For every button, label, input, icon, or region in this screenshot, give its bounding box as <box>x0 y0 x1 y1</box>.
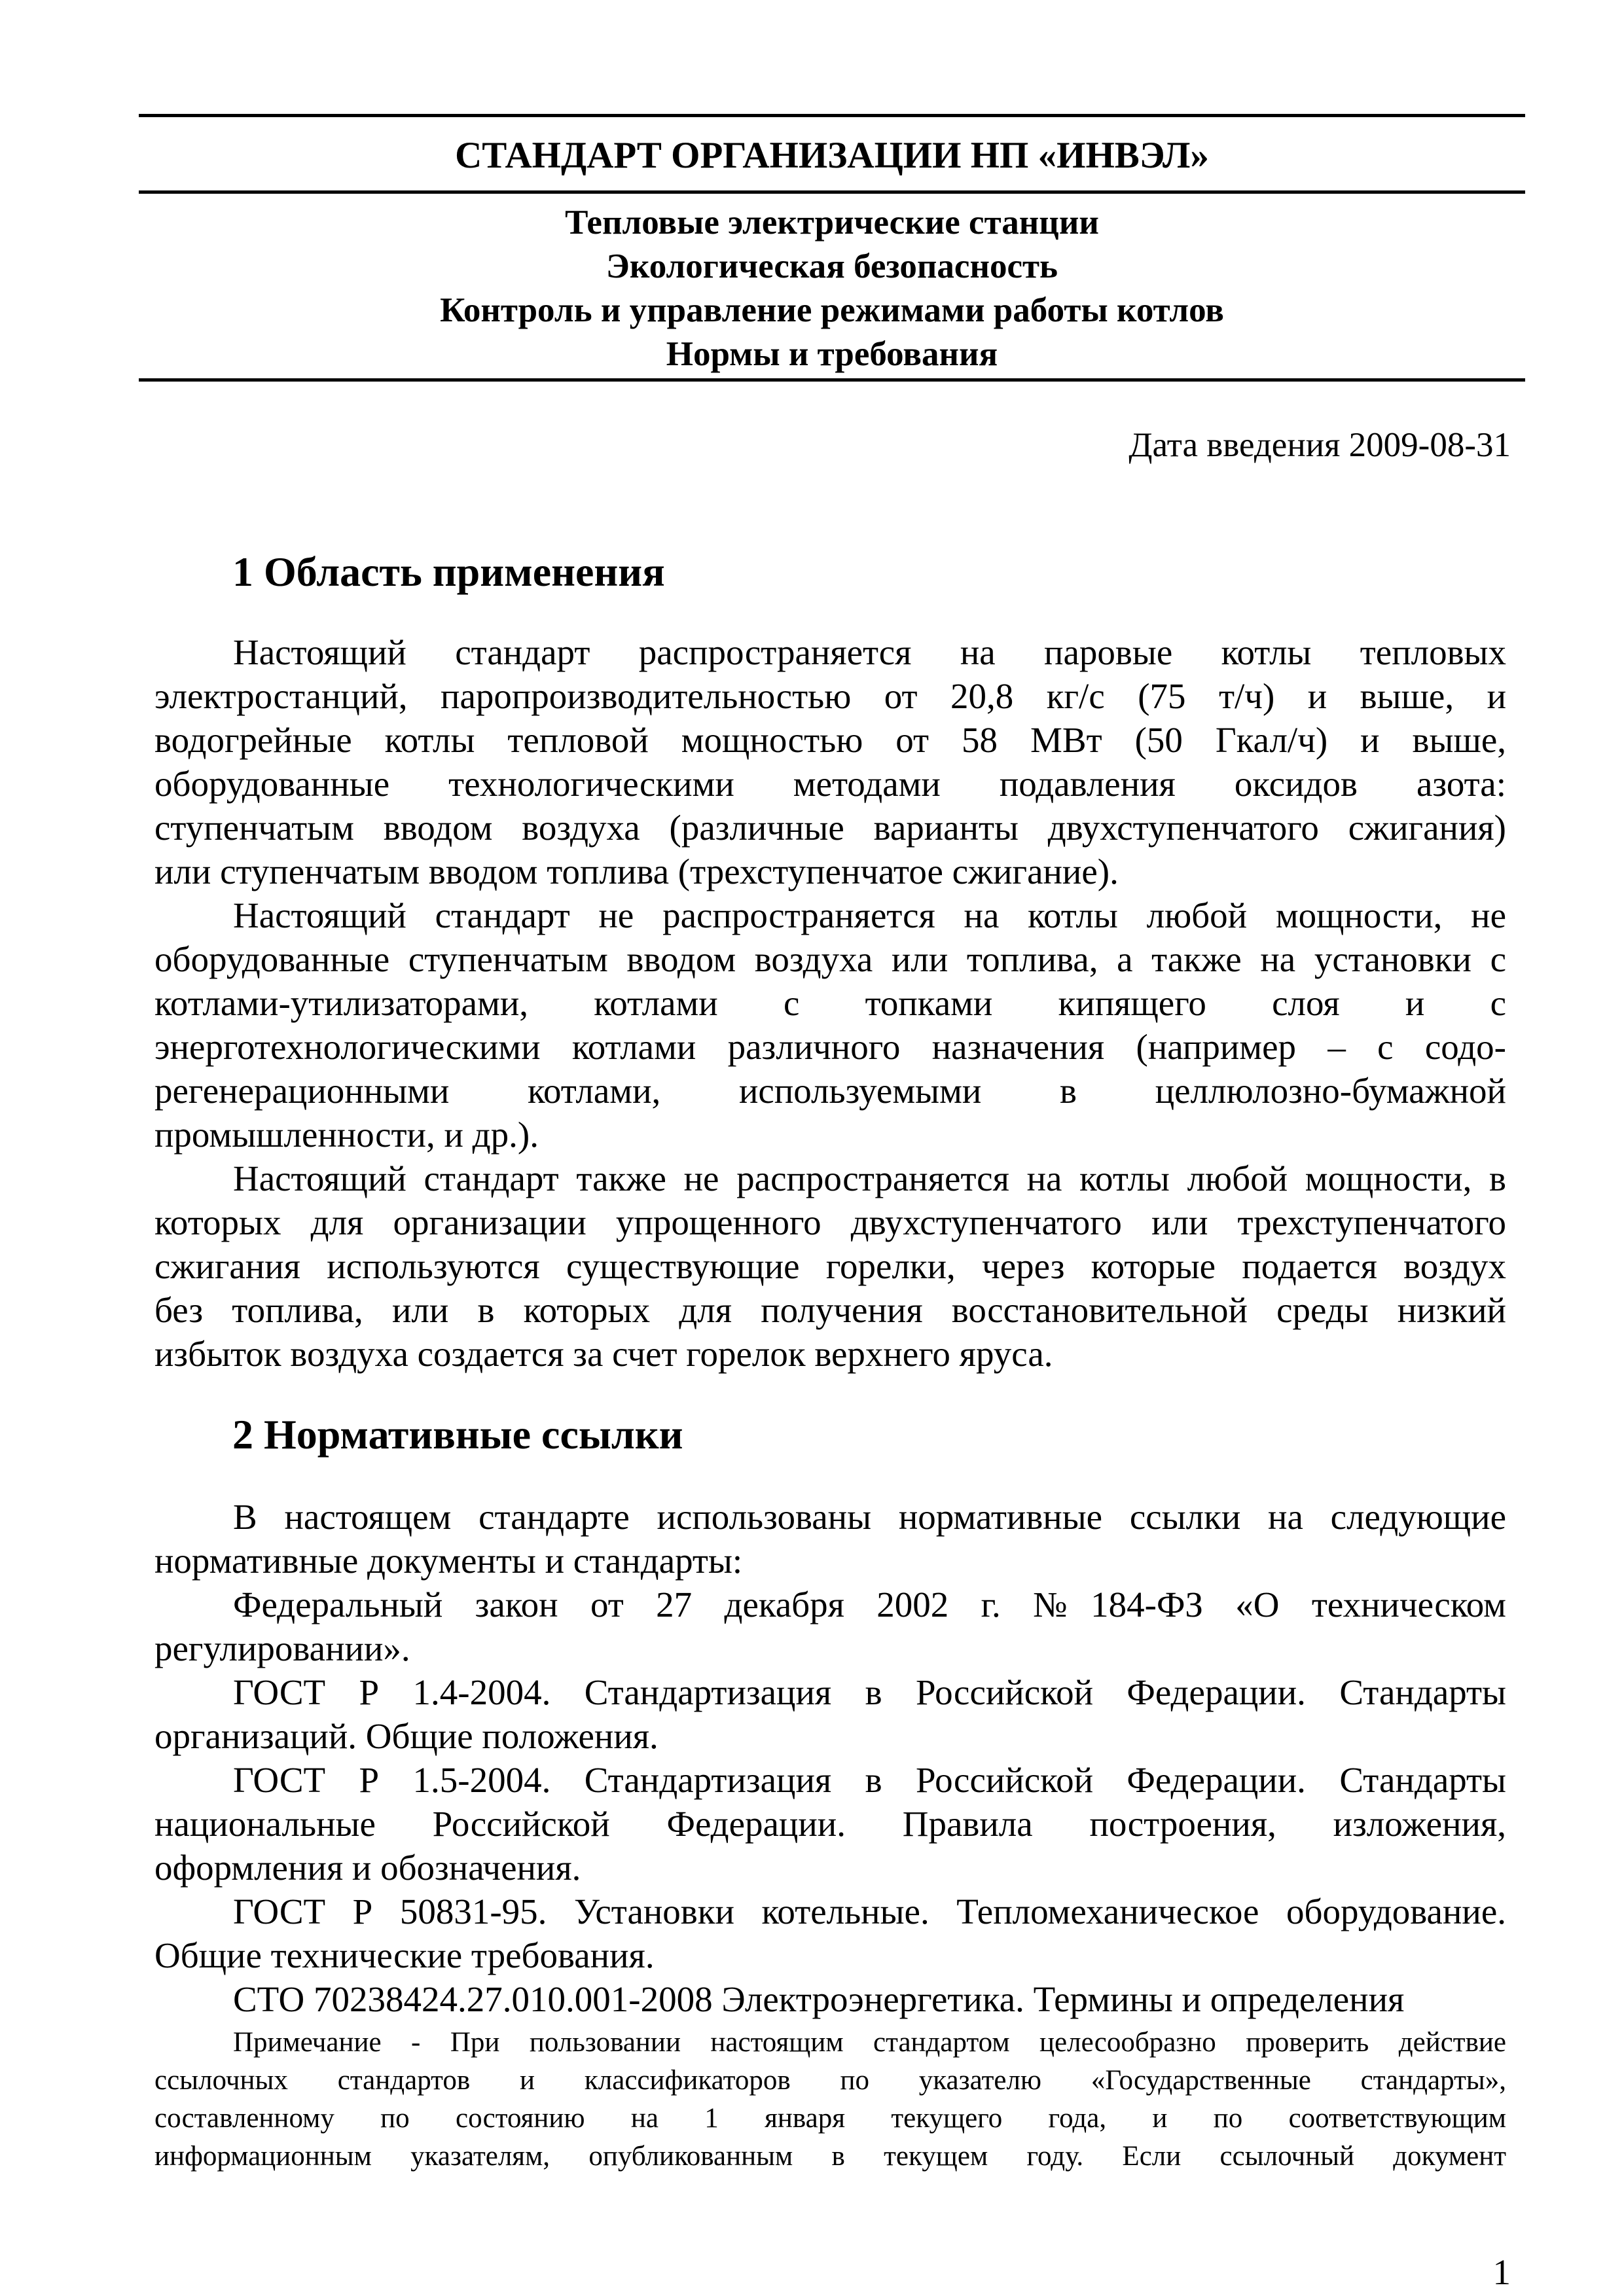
text-line: В настоящем стандарте использованы нормативные ссылки на следующие <box>233 1497 1506 1537</box>
paragraph <box>154 630 1506 893</box>
text-line: оборудованные технологическими методами подавления оксидов азота: <box>154 764 1506 804</box>
subtitle-line: Нормы и требования <box>666 335 998 373</box>
reference-item <box>154 1670 1506 1758</box>
text-line: которых для организации упрощенного двухступенчатого или трехступенчатого <box>154 1202 1506 1242</box>
note-line: ссылочных стандартов и классификаторов по указателю «Государственные стандарты», <box>154 2065 1506 2096</box>
text-line: национальные Российской Федерации. Правила построения, изложения, <box>154 1804 1506 1844</box>
title-rule <box>139 190 1525 194</box>
reference-item <box>154 1977 1506 2021</box>
text-line: Настоящий стандарт также не распространяется на котлы любой мощности, в <box>233 1158 1506 1198</box>
reference-item <box>154 1583 1506 1670</box>
text-line: Федеральный закон от 27 декабря 2002 г. №184-ФЗ «О техническом <box>233 1585 1506 1624</box>
text-line: водогрейные котлы тепловой мощностью от 58 МВт (50 Гкал/ч) и выше, <box>154 720 1506 760</box>
paragraph <box>154 1495 1506 1583</box>
text-line: нормативные документы и стандарты: <box>154 1541 743 1581</box>
text-line: сжигания используются существующие горелки, через которые подается воздух <box>154 1246 1506 1286</box>
reference-item <box>154 1890 1506 1977</box>
paragraph <box>154 1157 1506 1376</box>
effective-date: Дата введения 2009-08-31 <box>1128 426 1511 464</box>
text-line: Общие технические требования. <box>154 1935 655 1975</box>
top-rule <box>139 114 1525 117</box>
text-line: ступенчатым вводом воздуха (различные варианты двухступенчатого сжигания) <box>154 808 1506 848</box>
text-line: или ступенчатым вводом топлива (трехступенчатое сжигание). <box>154 852 1119 891</box>
text-line: электростанций, паропроизводительностью от 20,8 кг/с (75 т/ч) и выше, и <box>154 676 1506 716</box>
paragraph <box>154 893 1506 1157</box>
text-line: котлами-утилизаторами, котлами с топками кипящего слоя и с <box>154 983 1506 1023</box>
text-line: энерготехнологическими котлами различного назначения (например – с содо- <box>154 1027 1506 1067</box>
section-heading: 1 Область применения <box>232 548 665 595</box>
document-title: СТАНДАРТ ОРГАНИЗАЦИИ НП «ИНВЭЛ» <box>455 135 1209 176</box>
page-number: 1 <box>1492 2252 1511 2292</box>
text-line: ГОСТ Р 50831-95. Установки котельные. Тепломеханическое оборудование. <box>233 1892 1506 1931</box>
subtitle-line: Экологическая безопасность <box>605 247 1058 285</box>
text-line: промышленности, и др.). <box>154 1115 539 1155</box>
section-heading: 2 Нормативные ссылки <box>232 1411 683 1458</box>
subtitle-line: Тепловые электрические станции <box>565 204 1099 242</box>
text-line: регенерационными котлами, используемыми в целлюлозно-бумажной <box>154 1071 1506 1111</box>
note-line: составленному по состоянию на 1 января текущего года, и по соответствующим <box>154 2103 1506 2134</box>
text-line: оформления и обозначения. <box>154 1848 581 1888</box>
note <box>154 2024 1506 2176</box>
text-line: избыток воздуха создается за счет горелок верхнего яруса. <box>154 1334 1053 1374</box>
subtitle-line: Контроль и управление режимами работы котлов <box>440 291 1224 329</box>
subtitle-rule <box>139 378 1525 382</box>
reference-item <box>154 1758 1506 1890</box>
note-line: информационным указателям, опубликованным в текущем году. Если ссылочный документ <box>154 2141 1506 2172</box>
text-line: оборудованные ступенчатым вводом воздуха или топлива, а также на установки с <box>154 939 1506 979</box>
text-line: организаций. Общие положения. <box>154 1716 659 1756</box>
text-line: без топлива, или в которых для получения восстановительной среды низкий <box>154 1290 1506 1330</box>
text-line: регулировании». <box>154 1628 410 1668</box>
note-line: Примечание - При пользовании настоящим стандартом целесообразно проверить действие <box>233 2027 1506 2058</box>
text-line: Настоящий стандарт не распространяется на котлы любой мощности, не <box>233 895 1506 935</box>
text-line: СТО 70238424.27.010.001-2008 Электроэнергетика. Термины и определения <box>233 1979 1405 2019</box>
text-line: Настоящий стандарт распространяется на паровые котлы тепловых <box>233 632 1506 672</box>
text-line: ГОСТ Р 1.4-2004. Стандартизация в Российской Федерации. Стандарты <box>233 1672 1506 1712</box>
text-line: ГОСТ Р 1.5-2004. Стандартизация в Российской Федерации. Стандарты <box>233 1760 1506 1800</box>
